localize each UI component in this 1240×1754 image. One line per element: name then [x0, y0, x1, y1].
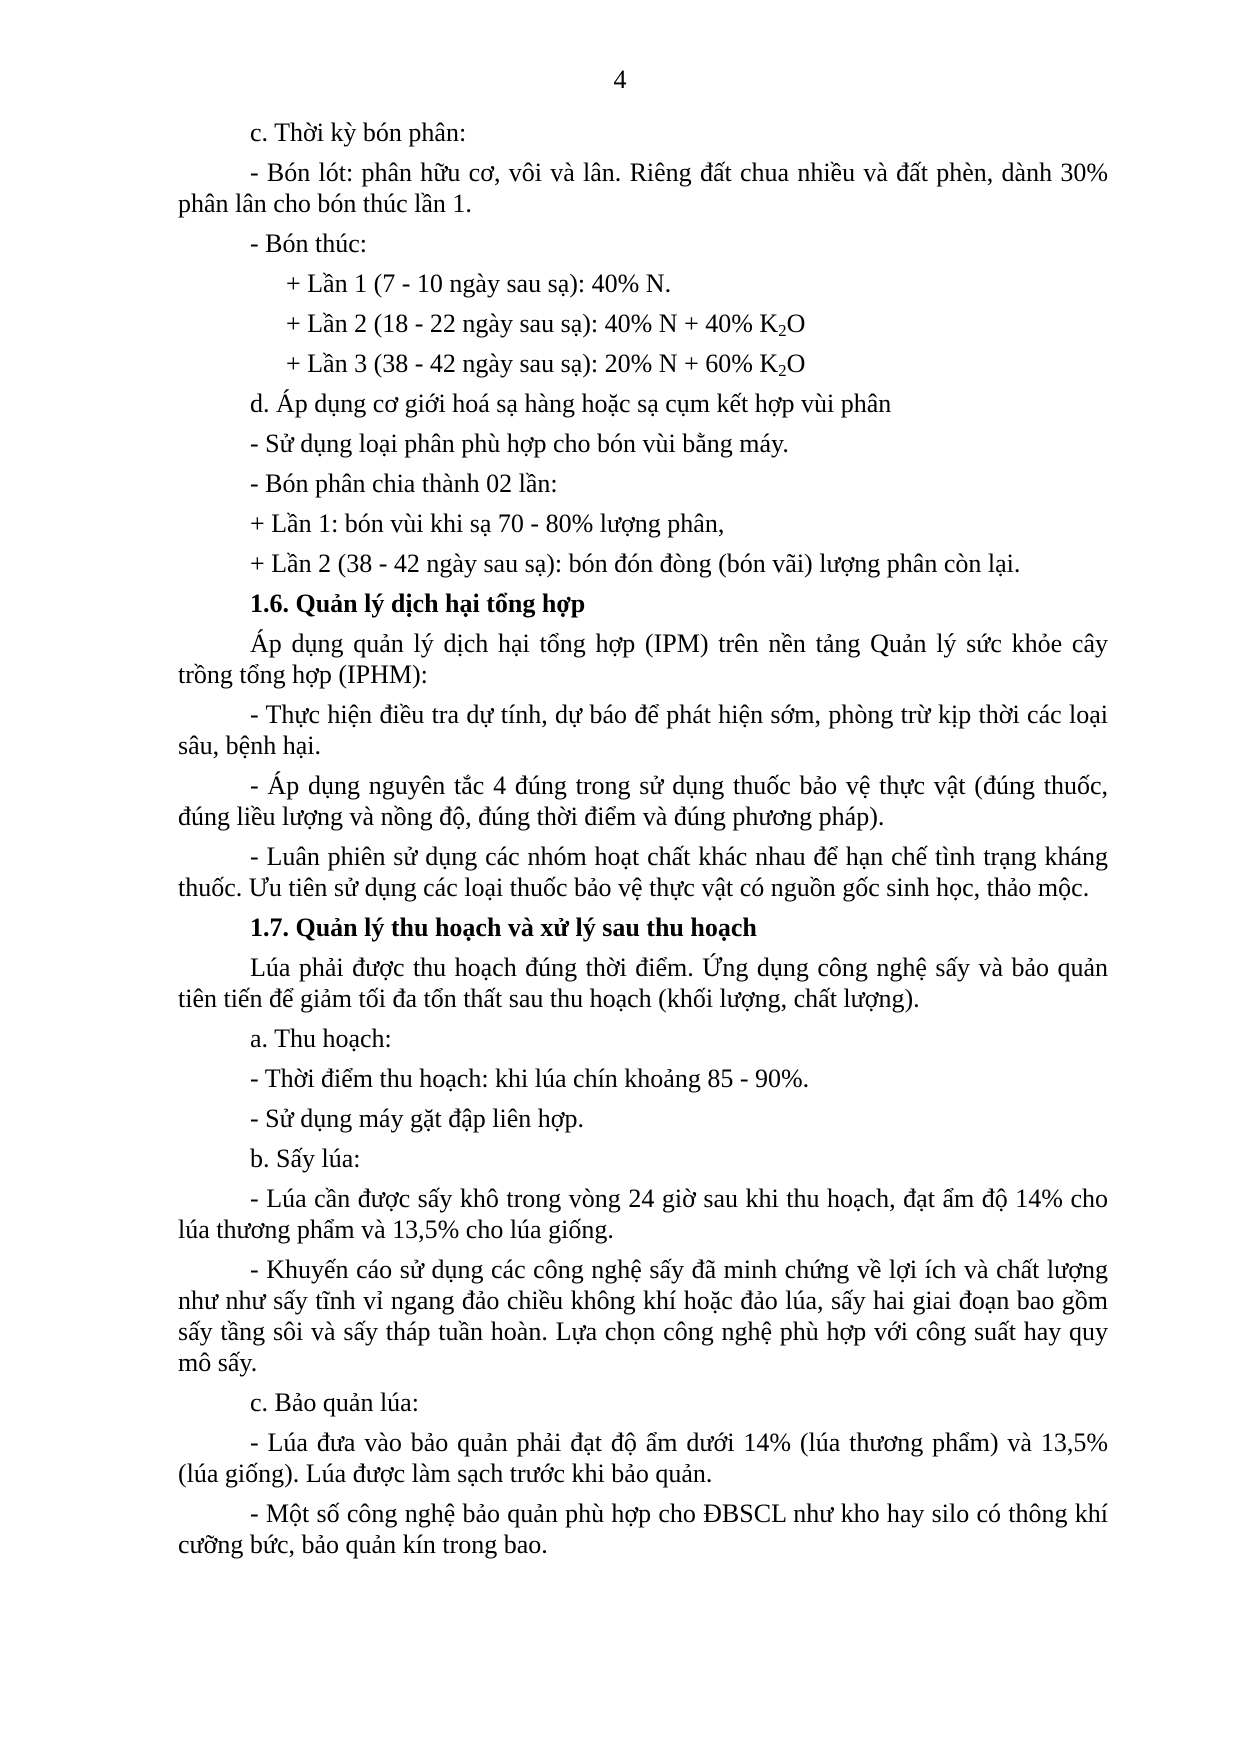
paragraph-bon-thuc: - Bón thúc: [250, 229, 367, 258]
paragraph-d-4: + Lần 2 (38 - 42 ngày sau sạ): bón đón đòng (bón vãi) lượng phân còn lại. [250, 549, 1021, 578]
section-a-heading: a. Thu hoạch: [250, 1024, 392, 1053]
lan-3-text: + Lần 3 (38 - 42 ngày sau sạ): 20% N + 60% K [286, 349, 779, 378]
paragraph-d-2: - Bón phân chia thành 02 lần: [250, 469, 558, 498]
paragraph-1-6-item-2: - Áp dụng nguyên tắc 4 đúng trong sử dụng thuốc bảo vệ thực vật (đúng thuốc, đúng liều lượng và nồng độ, đúng thời điểm và đúng phương pháp). [178, 771, 1108, 831]
heading-1-6: 1.6. Quản lý dịch hại tổng hợp [250, 589, 586, 618]
k2o-subscript: 2 [778, 321, 787, 340]
section-c-heading: c. Thời kỳ bón phân: [250, 118, 467, 147]
paragraph-b-2: - Khuyến cáo sử dụng các công nghệ sấy đã minh chứng về lợi ích và chất lượng như như sấy tĩnh vỉ ngang đảo chiều không khí hoặc đảo lúa, sấy hai giai đoạn bao gồm sấy tầng sôi và sấy tháp tuần hoàn. Lựa chọn công nghệ phù hợp với công suất hay quy mô sấy. [178, 1255, 1108, 1377]
paragraph-a-1: - Thời điểm thu hoạch: khi lúa chín khoảng 85 - 90%. [250, 1064, 810, 1093]
paragraph-c2-2: - Một số công nghệ bảo quản phù hợp cho ĐBSCL như kho hay silo có thông khí cưỡng bức, bảo quản kín trong bao. [178, 1499, 1108, 1559]
paragraph-bon-lot: - Bón lót: phân hữu cơ, vôi và lân. Riêng đất chua nhiều và đất phèn, dành 30% phân lân cho bón thúc lần 1. [178, 158, 1108, 218]
k2o-suffix: O [786, 349, 806, 378]
k2o-subscript: 2 [778, 361, 787, 380]
paragraph-1-6-intro: Áp dụng quản lý dịch hại tổng hợp (IPM) trên nền tảng Quản lý sức khỏe cây trồng tổng hợp (IPHM): [178, 629, 1108, 689]
list-item-lan-2 [178, 308, 1108, 339]
paragraph-b-1: - Lúa cần được sấy khô trong vòng 24 giờ sau khi thu hoạch, đạt ẩm độ 14% cho lúa thương phẩm và 13,5% cho lúa giống. [178, 1184, 1108, 1244]
paragraph-a-2: - Sử dụng máy gặt đập liên hợp. [250, 1104, 585, 1133]
paragraph-c2-1: - Lúa đưa vào bảo quản phải đạt độ ẩm dưới 14% (lúa thương phẩm) và 13,5% (lúa giống). Lúa được làm sạch trước khi bảo quản. [178, 1428, 1108, 1488]
list-item-lan-1: + Lần 1 (7 - 10 ngày sau sạ): 40% N. [286, 269, 672, 298]
k2o-suffix: O [786, 309, 806, 338]
paragraph-d-1: - Sử dụng loại phân phù hợp cho bón vùi bằng máy. [250, 429, 789, 458]
paragraph-1-6-item-1: - Thực hiện điều tra dự tính, dự báo để phát hiện sớm, phòng trừ kịp thời các loại sâu, bệnh hại. [178, 700, 1108, 760]
section-b-heading: b. Sấy lúa: [250, 1144, 361, 1173]
paragraph-d-3: + Lần 1: bón vùi khi sạ 70 - 80% lượng phân, [250, 509, 725, 538]
heading-1-7: 1.7. Quản lý thu hoạch và xử lý sau thu hoạch [250, 913, 757, 942]
list-item-lan-3 [178, 348, 1108, 379]
section-c2-heading: c. Bảo quản lúa: [250, 1388, 419, 1417]
paragraph-1-7-intro: Lúa phải được thu hoạch đúng thời điểm. Ứng dụng công nghệ sấy và bảo quản tiên tiến để giảm tối đa tổn thất sau thu hoạch (khối lượng, chất lượng). [178, 953, 1108, 1013]
document-body [178, 117, 1108, 1560]
section-d-heading: d. Áp dụng cơ giới hoá sạ hàng hoặc sạ cụm kết hợp vùi phân [250, 389, 892, 418]
paragraph-1-6-item-3: - Luân phiên sử dụng các nhóm hoạt chất khác nhau để hạn chế tình trạng kháng thuốc. Ưu tiên sử dụng các loại thuốc bảo vệ thực vật có nguồn gốc sinh học, thảo mộc. [178, 842, 1108, 902]
lan-2-text: + Lần 2 (18 - 22 ngày sau sạ): 40% N + 40% K [286, 309, 779, 338]
page-number: 4 [613, 65, 627, 94]
